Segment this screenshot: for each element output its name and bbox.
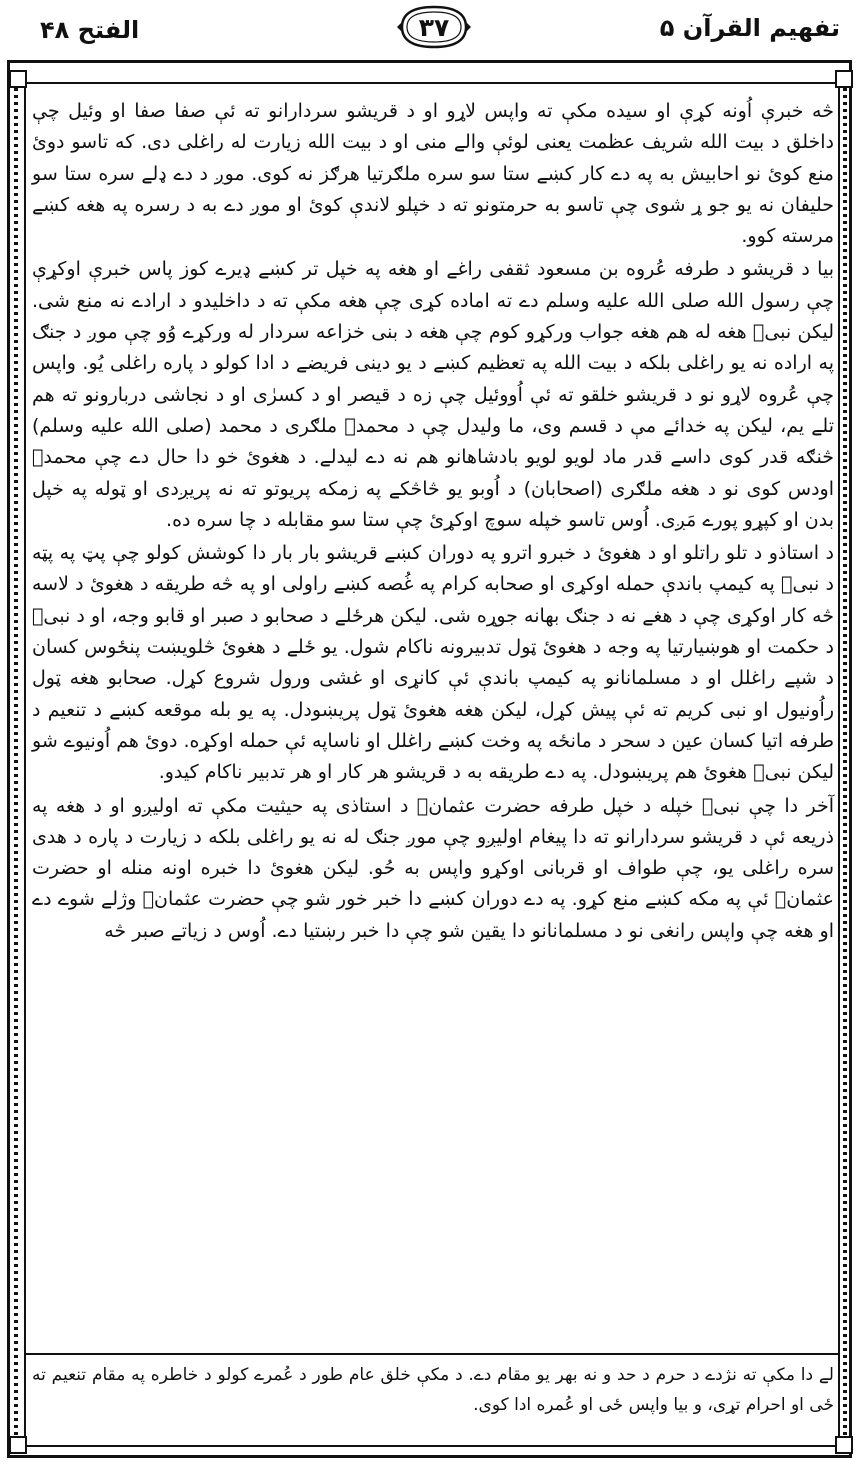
border-corner-ornament bbox=[835, 1436, 853, 1454]
border-corner-ornament bbox=[835, 70, 853, 88]
page-header bbox=[0, 0, 864, 62]
paragraph: آخر دا چې نبیؐ خپله د خپل طرفه حضرت عثمانؓ د استاذی په حیثیت مکې ته اولیږو او د هغه په ذریعه ئې د قریشو سردارانو ته دا پیغام اولیږو چې موږ جنګ له نه یو راغلی بلکه د زیارت د پاره د هدی سره راغلی یو، چې طواف او قربانی اوکړو واپس به حُو. لیکن هغوئ دا خبره اونه منله او حضرت عثمانؓ ئې په مکه کښے منع کړو. په دے دوران کښے دا خبر خور شو چې حضرت عثمانؓ وژلے شوے دے او هغه چې واپس رانغی نو د مسلمانانو دا یقین شو چې دا خبر رښتیا دے. اُوس د زیاتے صبر څه bbox=[32, 794, 834, 942]
border-rail-left bbox=[14, 88, 18, 1443]
paragraph: څه خبرې اُونه کړې او سیده مکې ته واپس لاړو او د قریشو سردارانو ته ئې صفا صفا او وئیل چې داخلق د بیت الله شریف عظمت یعنی لوئې والے منی او د بیت الله زیارت له راغلی دی. که تاسو دوئ منع کوئ نو احابیش به په دے کار کښے ستا سو سره ملګرتیا هرګز نه کوی. موږ د دے ډلے سره ستا سو حلیفان نه یو جو ړ شوی چې تاسو به حرمتونو ته د خپلو لاندې کوئ او موږ دے به د رسره په هغه کښے مرسته کوو. bbox=[32, 100, 834, 248]
footnote-divider bbox=[26, 1353, 838, 1355]
border-rail-right bbox=[843, 88, 847, 1443]
paragraph: د استاذو د تلو راتلو او د هغوئ د خبرو اترو په دوران کښے قریشو بار بار دا کوشش کولو چې پټ په پټه د نبیؐ په کیمپ باندې حمله اوکړی او صحابه کرام په غُصه کښے راولی او په څه طریقه د هغوئ د لاسه څه کار اوکړی چې د هغے نه د جنګ بهانه جوړه شی. لیکن هرځلے د صحابو د صبر او قابو وجه، او د نبیؐ د حکمت او هوښیارتیا په وجه د هغوئ ټول تدبیرونه ناکام شول. یو ځلے د هغوئ څلویښت پنځوس کسان د شپے راغلل او د مسلمانانو په کیمپ باندې ئې کانړی او غشی ورول شروع کړل. صحابو هغه ټول راُونیول او نبی کریم ته ئې پیش کړل، لیکن هغه هغوئ ټول پریښودل. په یو بله موقعه کښے د تنعیم د طرفه اتیا کسان عین د سحر د مانځه په وخت کښے راغلل او ناساپه ئې حمله اوکړه. دوئ هم اُونیوے شو لیکن نبیؐ هغوئ هم پریښودل. په دے طریقه به د قریشو هر کار او هر تدبیر ناکام کیدو. bbox=[32, 542, 834, 784]
surah-label: الفتح ۴۸ bbox=[40, 16, 140, 44]
border-corner-ornament bbox=[9, 70, 27, 88]
main-text bbox=[32, 96, 834, 947]
page-number: ۳۷ bbox=[418, 13, 450, 42]
page-number-badge bbox=[396, 4, 472, 50]
border-corner-ornament bbox=[9, 1436, 27, 1454]
footnote: لے دا مکې ته نژدے د حرم د حد و نه بهر یو مقام دے. د مکې خلق عام طور د عُمرے کولو د خاطره په مقام تنعیم ته ځی او احرام تړی، و بیا واپس ځی او عُمره ادا کوی. bbox=[32, 1365, 834, 1415]
book-title: تفهیم القرآن ۵ bbox=[659, 14, 840, 42]
paragraph: بیا د قریشو د طرفه عُروه بن مسعود ثقفی راغے او هغه په خپل تر کښے ډیرے کوز پاس خبرې اوکړې چې رسول الله صلی الله علیه وسلم دے ته اماده کړی چې هغه مکې ته د داخلیدو د ارادے نه منع شی. لیکن نبیؐ هغه له هم هغه جواب ورکړو کوم چې هغه د بنی خزاعه سردار له ورکړے وُو چې موږ د جنګ په اراده نه یو راغلی بلکه د بیت الله په تعظیم کښے د یو دینی فریضے د ادا کولو د پاره راغلی یُو. واپس چې عُروه لاړو نو د قریشو خلقو ته ئې اُووئیل چې زه د قیصر او د کسرٰی او د نجاشی دربارونو ته هم تلے یم، لیکن په خدائے مې د قسم وی، ما ولیدل چې د محمدؐ ملګری د محمد (صلی الله علیه وسلم) څنګه قدر کوی داسے قدر ماد لویو لویو بادشاهانو هم نه دے لیدلے. د هغوئ خو دا حال دے چې محمدؐ اودس کوی نو د هغه ملګری (اصحابان) د اُوبو یو څاڅکے په زمکه پریوتو ته نه پریږدی او ټوله په خپل بدن او کپړو پورے مَږی. اُوس تاسو خپله سوچ اوکړئ چې ستا سو مقابله د چا سره ده. bbox=[32, 258, 834, 531]
